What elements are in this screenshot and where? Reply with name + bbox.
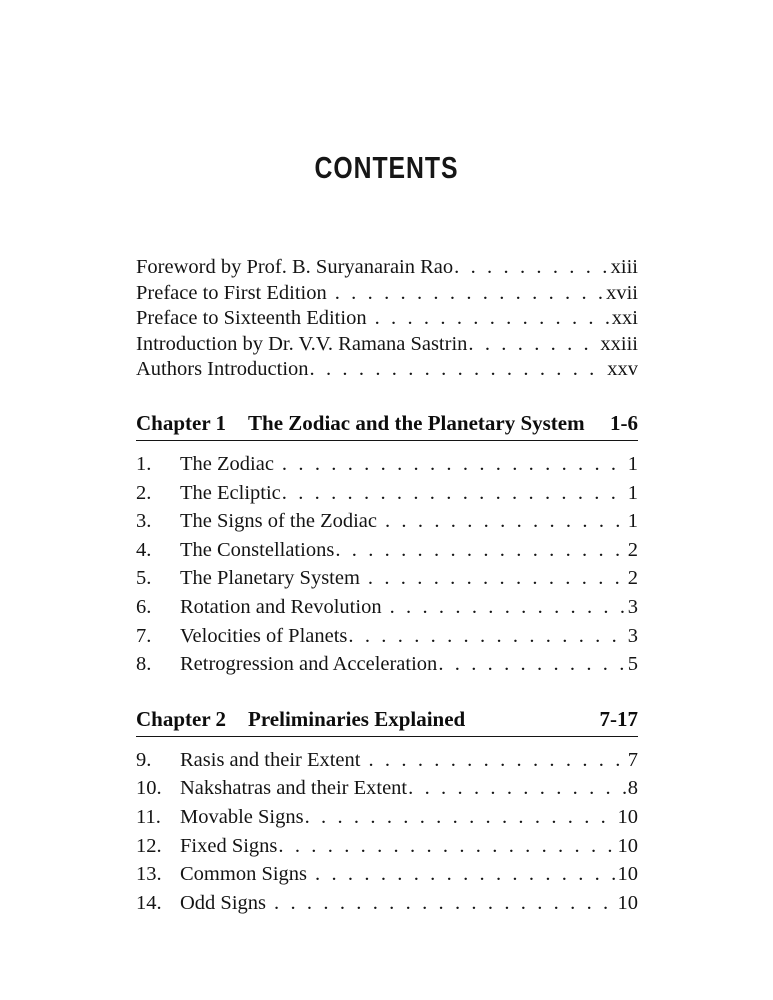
contents-body (136, 255, 638, 917)
chapter-number: Chapter 2 (136, 706, 227, 731)
toc-entry[interactable] (136, 774, 638, 803)
dot-leader (454, 255, 610, 281)
entry-number: 13. (136, 863, 162, 886)
toc-entry[interactable] (136, 860, 638, 889)
dot-leader (438, 650, 626, 679)
dot-leader (278, 832, 616, 861)
front-matter-entry[interactable] (136, 255, 638, 281)
entry-number: 9. (136, 748, 152, 771)
dot-leader (310, 357, 607, 383)
entry-title: Movable Signs (180, 805, 304, 828)
entry-number: 7. (136, 624, 152, 647)
toc-entry[interactable] (136, 450, 638, 479)
entry-title: Fixed Signs (180, 834, 278, 857)
entry-number: 5. (136, 567, 152, 590)
toc-entry[interactable] (136, 507, 638, 536)
chapter-entries (136, 450, 638, 679)
dot-leader (468, 332, 599, 358)
entry-title: The Constellations (180, 538, 335, 561)
dot-leader (378, 507, 627, 536)
front-matter-page-number: xiii (610, 256, 638, 278)
toc-entry[interactable] (136, 536, 638, 565)
entry-page-number: 7 (627, 748, 638, 771)
front-matter-entry[interactable] (136, 332, 638, 358)
entry-title: The Ecliptic (180, 481, 281, 504)
dot-leader (328, 281, 605, 307)
entry-page-number: 1 (627, 452, 638, 475)
entry-number: 4. (136, 538, 152, 561)
entry-title: Velocities of Planets (180, 624, 348, 647)
entry-title: Rotation and Revolution (180, 595, 382, 618)
dot-leader (361, 564, 627, 593)
entry-number: 8. (136, 653, 152, 676)
entry-page-number: 1 (627, 481, 638, 504)
entry-page-number: 8 (627, 777, 638, 800)
front-matter-entry[interactable] (136, 306, 638, 332)
dot-leader (361, 746, 626, 775)
entry-title: Odd Signs (180, 891, 267, 914)
front-matter-entry[interactable] (136, 357, 638, 383)
dot-leader (335, 536, 626, 565)
entry-number: 3. (136, 510, 152, 533)
toc-entry[interactable] (136, 889, 638, 918)
entry-page-number: 10 (617, 834, 638, 857)
entry-title: The Signs of the Zodiac (180, 510, 377, 533)
entry-title: Common Signs (180, 863, 308, 886)
dot-leader (348, 622, 626, 651)
page-title: CONTENTS (314, 150, 459, 185)
entry-page-number: 10 (617, 805, 638, 828)
toc-entry[interactable] (136, 746, 638, 775)
toc-entry[interactable] (136, 832, 638, 861)
toc-entry[interactable] (136, 564, 638, 593)
entry-page-number: 10 (617, 863, 638, 886)
front-matter-page-number: xxv (607, 358, 638, 381)
chapter-title: The Zodiac and the Planetary System (248, 410, 585, 435)
dot-leader (383, 593, 627, 622)
dot-leader (408, 774, 627, 803)
entry-page-number: 1 (627, 510, 638, 533)
dot-leader (368, 306, 611, 332)
entry-page-number: 3 (627, 624, 638, 647)
front-matter-label: Authors Introduction (136, 358, 309, 381)
entry-title: Rasis and their Extent (180, 748, 361, 771)
front-matter-label: Preface to Sixteenth Edition (136, 307, 367, 330)
chapter-page-range: 1-6 (610, 410, 638, 435)
entry-number: 14. (136, 891, 162, 914)
entry-title: The Planetary System (180, 567, 360, 590)
entry-page-number: 2 (627, 538, 638, 561)
chapter-title: Preliminaries Explained (248, 706, 466, 731)
dot-leader (308, 860, 616, 889)
front-matter-page-number: xvii (606, 281, 638, 304)
front-matter-entry[interactable] (136, 281, 638, 307)
dot-leader (282, 479, 627, 508)
chapter-list (136, 411, 638, 917)
entry-title: Retrogression and Acceleration (180, 653, 438, 676)
front-matter-label: Foreword by Prof. B. Suryanarain Rao (136, 256, 454, 278)
chapter-page-range: 7-17 (599, 706, 638, 731)
front-matter-page-number: xxiii (600, 332, 638, 355)
entry-page-number: 2 (627, 567, 638, 590)
entry-number: 6. (136, 595, 152, 618)
front-matter-label: Preface to First Edition (136, 281, 327, 304)
toc-entry[interactable] (136, 803, 638, 832)
entry-page-number: 5 (627, 653, 638, 676)
entry-title: The Zodiac (180, 452, 274, 475)
toc-entry[interactable] (136, 650, 638, 679)
front-matter-list (136, 255, 638, 383)
chapter-entries (136, 746, 638, 918)
entry-page-number: 10 (617, 891, 638, 914)
chapter-heading[interactable] (136, 411, 638, 441)
dot-leader (267, 889, 616, 918)
toc-entry[interactable] (136, 593, 638, 622)
chapter-number: Chapter 1 (136, 410, 227, 435)
front-matter-label: Introduction by Dr. V.V. Ramana Sastrin (136, 332, 468, 355)
entry-title: Nakshatras and their Extent (180, 777, 408, 800)
entry-number: 10. (136, 777, 162, 800)
front-matter-page-number: xxi (611, 307, 638, 330)
entry-number: 12. (136, 834, 162, 857)
entry-page-number: 3 (627, 595, 638, 618)
dot-leader (275, 450, 627, 479)
chapter-heading[interactable] (136, 707, 638, 737)
entry-number: 2. (136, 481, 152, 504)
toc-entry[interactable] (136, 622, 638, 651)
entry-number: 11. (136, 805, 161, 828)
dot-leader (305, 803, 617, 832)
toc-entry[interactable] (136, 479, 638, 508)
entry-number: 1. (136, 452, 152, 475)
